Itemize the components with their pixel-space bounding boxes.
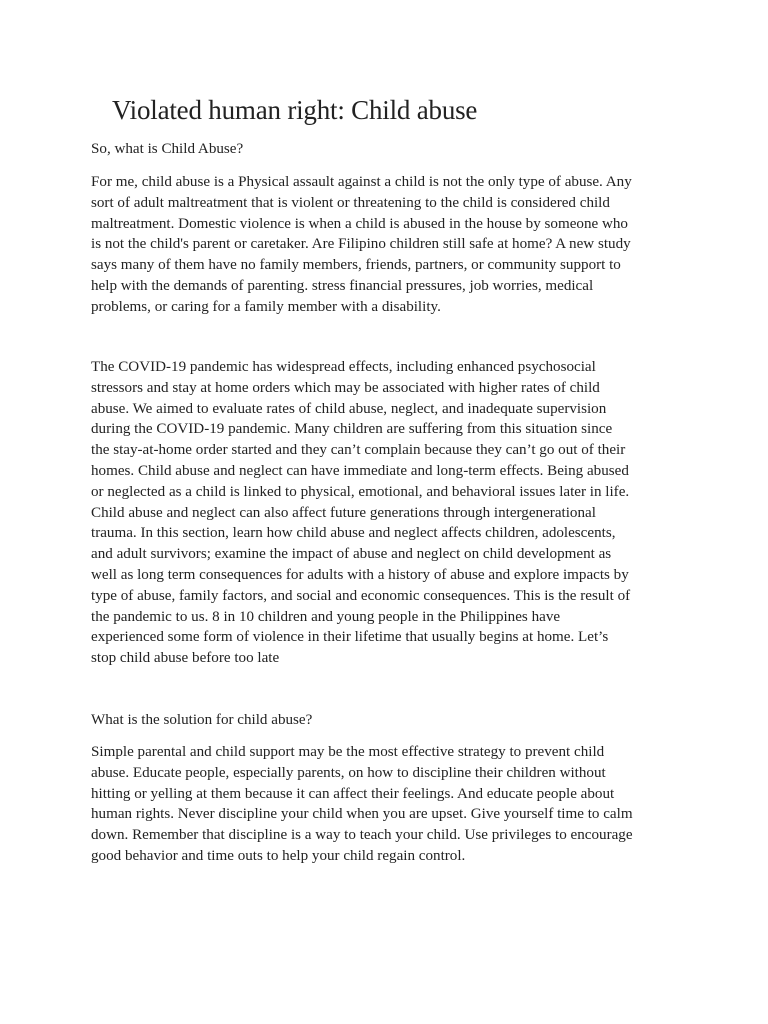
text-line: human rights. Never discipline your child when you are upset. Give yourself time to calm [91,806,633,823]
text-line: or neglected as a child is linked to physical, emotional, and behavioral issues later in life. [91,483,630,500]
text-line: abuse. We aimed to evaluate rates of child abuse, neglect, and inadequate supervision [91,400,607,417]
text-line: trauma. In this section, learn how child abuse and neglect affects children, adolescents, [91,525,616,542]
paragraph-covid-impact [91,357,681,669]
text-line: stressors and stay at home orders which may be associated with higher rates of child [91,379,600,396]
text-line: experienced some form of violence in their lifetime that usually begins at home. Let’s [91,629,609,646]
text-line: down. Remember that discipline is a way to teach your child. Use privileges to encourage [91,827,633,844]
text-line: stop child abuse before too late [91,650,280,667]
text-line: the stay-at-home order started and they can’t complain because they can’t go out of their [91,442,626,459]
section-question-solution: What is the solution for child abuse? [91,712,313,728]
text-line: For me, child abuse is a Physical assault against a child is not the only type of abuse. Any [91,174,632,190]
text-line: Simple parental and child support may be the most effective strategy to prevent child [91,744,605,760]
section-question-child-abuse: So, what is Child Abuse? [91,141,244,157]
text-line: The COVID-19 pandemic has widespread effects, including enhanced psychosocial [91,359,596,375]
text-line: help with the demands of parenting. stress financial pressures, job worries, medical [91,277,594,294]
text-line: Child abuse and neglect can also affect future generations through intergenerational [91,504,596,521]
text-line: abuse. Educate people, especially parents, on how to discipline their children without [91,764,606,781]
paragraph-definition [91,172,681,318]
text-line: and adult survivors; examine the impact of abuse and neglect on child development as [91,546,612,563]
text-line: during the COVID-19 pandemic. Many children are suffering from this situation since [91,421,613,438]
text-line: homes. Child abuse and neglect can have immediate and long-term effects. Being abused [91,462,629,479]
text-line: type of abuse, family factors, and social and economic consequences. This is the result of [91,587,631,604]
text-line: hitting or yelling at them because it can affect their feelings. And educate people about [91,785,615,802]
text-line: well as long term consequences for adults with a history of abuse and explore impacts by [91,566,629,583]
text-line: is not the child's parent or caretaker. Are Filipino children still safe at home? A new study [91,236,631,253]
document-title: Violated human right: Child abuse [112,95,478,125]
text-line: problems, or caring for a family member with a disability. [91,298,441,315]
text-line: says many of them have no family members, friends, partners, or community support to [91,257,621,274]
text-line: maltreatment. Domestic violence is when a child is abused in the house by someone who [91,215,628,232]
text-line: the pandemic to us. 8 in 10 children and young people in the Philippines have [91,608,561,625]
text-line: good behavior and time outs to help your child regain control. [91,847,466,864]
text-line: sort of adult maltreatment that is violent or threatening to the child is considered child [91,194,610,211]
paragraph-solution [91,742,681,867]
